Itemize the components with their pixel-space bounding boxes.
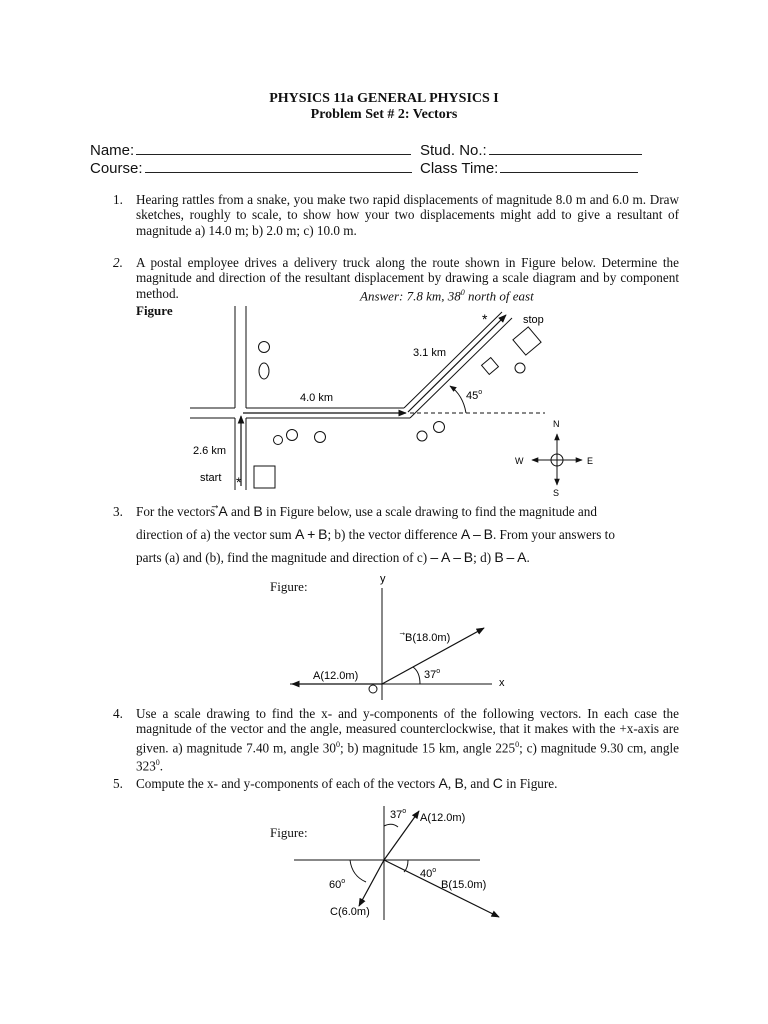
angle-b-label: 40$^o$ — [420, 867, 437, 880]
problem-4: 4. Use a scale drawing to find the x- and y-components of the following vectors. In each case the magnitude of the vector and the angle, measured counterclockwise, that it makes with the +x-axis are given. a) magnitude 7.40 m, angle $30^0$; b) magnitude 15 km, angle $225^0$; c) magnitude 9.30 cm, angle $323^0$. — [113, 706, 679, 774]
figure-label: Figure: — [270, 825, 308, 840]
y-axis-label: y — [380, 573, 386, 585]
angle-label: 37$^o$ — [424, 668, 441, 681]
svg-text:S: S — [553, 488, 560, 498]
stop-label: stop — [523, 314, 544, 326]
vector-a-label: A(12.0m) — [420, 812, 466, 824]
vector-c-label: C(6.0m) — [330, 906, 370, 918]
problem-number: 2. — [113, 255, 123, 270]
angle-c-label: 60$^o$ — [329, 878, 346, 891]
vector-a-symbol: A — [218, 503, 228, 519]
class-time-label: Class Time: — [420, 160, 499, 177]
vector-b-label: B(18.0m) — [405, 632, 451, 644]
problem-number: 1. — [113, 192, 123, 207]
figure-label: Figure — [136, 303, 173, 318]
problem-2-text: A postal employee drives a delivery truck along the route shown in Figure below. Determine the magnitude and direction of the resultant displacement by drawing a scale diagram and by component method. — [136, 255, 679, 301]
figure-label: Figure: — [270, 579, 308, 594]
svg-text:W: W — [515, 456, 524, 466]
angle-label: 45$^o$ — [466, 389, 483, 402]
course-title: PHYSICS 11a GENERAL PHYSICS I — [269, 91, 499, 106]
distance-2-6: 2.6 km — [193, 445, 227, 457]
answer-note: Answer: 7.8 km, $38^0$ north of east — [360, 288, 534, 304]
vector-a-label: A(12.0m) — [313, 670, 359, 682]
svg-text:N: N — [553, 419, 560, 429]
problem-text: Hearing rattles from a snake, you make two rapid displacements of magnitude 8.0 m and 6.0 m. Draw sketches, roughly to scale, to show how your two displacements might add to give a resultant of magnitude a) 14.0 m; b) 2.0 m; c) 10.0 m. — [136, 192, 679, 238]
vector-c-arrow — [359, 860, 384, 906]
stop-star-icon: * — [482, 311, 488, 327]
problem-3: 3. For the vectors A and B in Figure below, use a scale drawing to find the magnitude and direction of a) the vector sum A + B; b) the vector difference A – B. From your answers to parts (a) and (b), find the magnitude and direction of c) – A – B; d) B – A. — [113, 503, 615, 565]
problem-text: Use a scale drawing to find the x- and y-components of the following vectors. In each case the magnitude of the vector and the angle, measured counterclockwise, that it makes with the +x-axis are given. a) magnitude 7.40 m, angle $30^0$; b) magnitude 15 km, angle $225^0$; c) magnitude 9.30 cm, angle $323^0$. — [136, 706, 679, 774]
vector-b-symbol: B — [253, 503, 263, 519]
svg-text:E: E — [587, 456, 594, 466]
distance-3-1: 3.1 km — [413, 347, 447, 359]
angle-a-label: 37$^o$ — [390, 808, 407, 821]
student-number-label: Stud. No.: — [420, 142, 487, 159]
angle-c-arc — [350, 860, 366, 882]
x-axis-label: x — [499, 677, 505, 689]
start-label: start — [200, 472, 222, 484]
name-label: Name: — [90, 142, 135, 159]
problem-5: 5. Compute the x- and y-components of each of the vectors A, B, and C in Figure. — [113, 775, 558, 791]
problem-set-title: Problem Set # 2: Vectors — [310, 107, 458, 122]
course-label: Course: — [90, 160, 143, 177]
angle-a-arc — [384, 824, 398, 827]
vector-b-label: B(15.0m) — [441, 879, 487, 891]
start-star-icon: * — [236, 474, 242, 490]
distance-4-0: 4.0 km — [300, 392, 334, 404]
